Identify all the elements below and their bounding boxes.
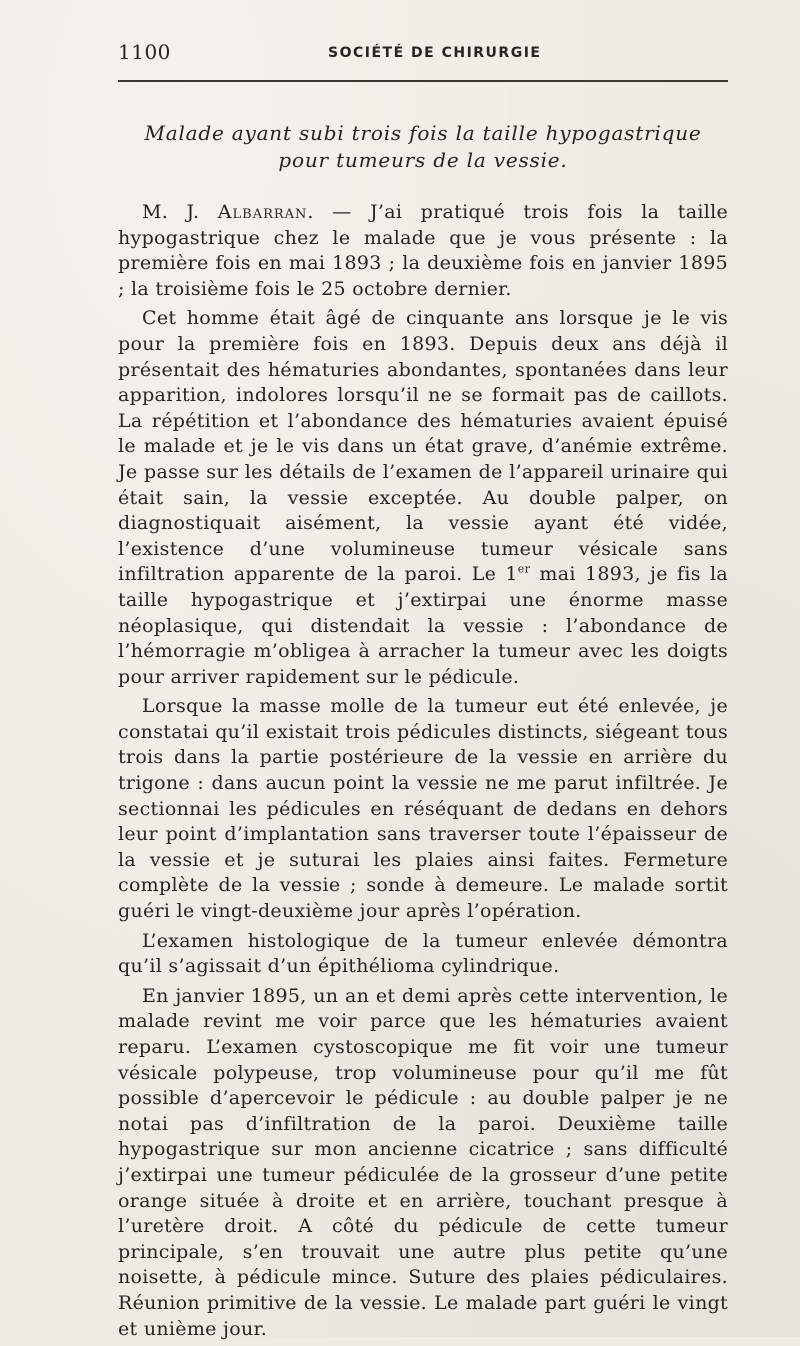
paragraph-2	[118, 306, 728, 690]
header-rule	[118, 80, 728, 82]
ordinal-superscript: er	[517, 562, 531, 576]
section-title	[118, 120, 728, 174]
speaker-prefix: M. J.	[142, 201, 200, 223]
page-number: 1100	[118, 40, 171, 64]
page-header	[118, 40, 728, 70]
title-line-1: Malade ayant subi trois fois la taille hypogastrique	[144, 121, 702, 145]
paragraph-2-text-b: mai 1893, je fis la taille hypogastrique et j’extirpai une énorme masse néoplasique, qui distendait la vessie : l’abondance de l’hémorragie m’obligea à arracher la tumeur avec les doigts pour arriver rapidement sur le pédicule.	[118, 563, 728, 688]
body-text	[118, 200, 728, 1346]
running-head: SOCIÉTÉ DE CHIRURGIE	[328, 45, 542, 61]
title-line-2: pour tumeurs de la vessie.	[278, 148, 568, 172]
paragraph-3: Lorsque la masse molle de la tumeur eut été enlevée, je constatai qu’il existait trois pédicules distincts, siégeant tous trois dans la partie postérieure de la vessie en arrière du trigone : dans aucun point la vessie ne me parut infiltrée. Je sectionnai les pédicules en réséquant de dedans en dehors leur point d’implantation sans traverser toute l’épaisseur de la vessie et je suturai les plaies ainsi faites. Fermeture complète de la vessie ; sonde à demeure. Le malade sortit guéri le vingt-deuxième jour après l’opération.	[118, 695, 728, 923]
paragraph-2-text-a: Cet homme était âgé de cinquante ans lorsque je le vis pour la première fois en 1893. Depuis deux ans déjà il présentait des hématuries abondantes, spontanées dans leur apparition, indolores lorsqu’il ne se formait pas de caillots. La répétition et l’abondance des hématuries avaient épuisé le malade et je le vis dans un état grave, d’anémie extrême. Je passe sur les détails de l’examen de l’appareil urinaire qui était sain, la vessie exceptée. Au double palper, on diagnostiquait aisément, la vessie ayant été vidée, l’existence d’une volumineuse tumeur vésicale sans infiltration apparente de la paroi. Le 1	[118, 307, 728, 586]
speaker-name: Albarran	[217, 201, 308, 223]
paragraph-5: En janvier 1895, un an et demi après cette intervention, le malade revint me voir parce que les hématuries avaient reparu. L’examen cystoscopique me fit voir une tumeur vésicale polypeuse, trop volumineuse pour qu’il me fût possible d’apercevoir le pédicule : au double palper je ne notai pas d’infiltration de la paroi. Deuxième taille hypogastrique sur mon ancienne cicatrice ; sans difficulté j’extirpai une tumeur pédiculée de la grosseur d’une petite orange située à droite et en arrière, touchant presque à l’uretère droit. A côté du pédicule de cette tumeur principale, s’en trouvait une autre plus petite qu’une noisette, à pédicule mince. Suture des plaies pédiculaires. Réunion primitive de la vessie. Le malade part guéri le vingt et unième jour.	[118, 984, 728, 1340]
paragraph-1-text: . — J’ai pratiqué trois fois la taille hypogastrique chez le malade que je vous présente : la première fois en mai 1893 ; la deuxième fois en janvier 1895 ; la troisième fois le 25 octobre dernier.	[118, 201, 728, 300]
paragraph-1	[118, 200, 728, 302]
paragraph-4: L’examen histologique de la tumeur enlevée démontra qu’il s’agissait d’un épithélioma cylindrique.	[118, 929, 728, 978]
